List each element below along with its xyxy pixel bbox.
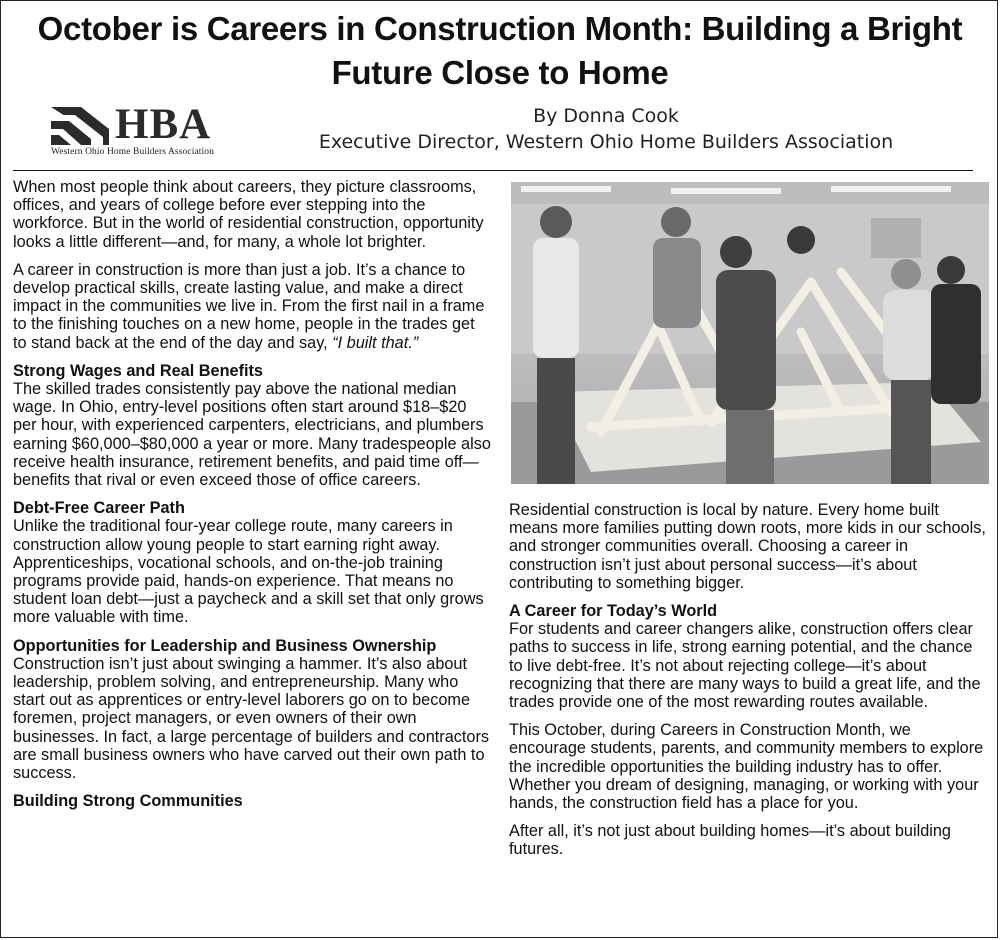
section-leadership xyxy=(13,637,491,783)
headline: October is Careers in Construction Month: Building a Bright Future Close to Home xyxy=(37,10,963,91)
section-communities xyxy=(13,792,491,810)
intro-paragraph-2: A career in construction is more than just a job. It’s a chance to develop practical skills, create lasting value, and make a direct impact in the communities we live in. From the first nail in a frame to the finishing touches on a new home, people in the trades get to stand back at the end of the day and say, “I built that.” xyxy=(13,260,485,352)
section-heading: Building Strong Communities xyxy=(13,792,243,811)
section-body: For students and career changers alike, construction offers clear paths to success in life, strong earning potential, and the chance to live debt-free. It’s not about rejecting college—it’s about recognizing that there are many ways to build a great life, and the trades provide one of the most rewarding routes available. xyxy=(509,620,981,712)
right-paragraph-3: This October, during Careers in Construction Month, we encourage students, parents, and community members to explore the incredible opportunities the building industry has to offer. Whether you dream of designing, managing, or working with your hands, the construction field has a place for you. xyxy=(509,721,984,813)
section-body: Unlike the traditional four-year college route, many careers in construction allow young people to start earning right away. Apprenticeships, vocational schools, and on-the-job training programs provide paid, hands-on experience. That means no student loan debt—just a paycheck and a skill set that only grows more valuable with time. xyxy=(13,517,484,627)
section-heading: Debt-Free Career Path xyxy=(13,499,185,518)
right-paragraph-1: Residential construction is local by nature. Every home built means more families putting down roots, more kids in our schools, and stronger communities overall. Choosing a career in construction isn’t just about personal success—it’s about contributing to something bigger. xyxy=(509,501,986,592)
hba-logo xyxy=(51,101,231,161)
logo-subtitle: Western Ohio Home Builders Association xyxy=(51,147,214,157)
header-divider xyxy=(13,170,973,171)
section-heading: Strong Wages and Real Benefits xyxy=(13,361,263,380)
construction-workers-photo xyxy=(511,182,989,484)
section-career-today xyxy=(509,602,989,711)
section-heading: Opportunities for Leadership and Business Ownership xyxy=(13,636,437,655)
section-body: Construction isn’t just about swinging a hammer. It’s also about leadership, problem solving, and entrepreneurship. Many who start out as apprentices or entry-level laborers go on to become foremen, project managers, or even owners of their own businesses. In fact, a large percentage of builders and contractors are small business owners who have carved out their own path to success. xyxy=(13,654,490,783)
byline-author: By Donna Cook xyxy=(533,105,679,127)
byline xyxy=(241,103,971,155)
section-body: The skilled trades consistently pay above the national median wage. In Ohio, entry-level positions often start around $18–$20 per hour, with experienced carpenters, electricians, and plumbers earning $60,000–$80,000 a year or more. Many tradespeople also receive health insurance, retirement benefits, and paid time off—benefits that rival or even exceed those of office careers. xyxy=(13,380,491,490)
right-paragraph-4: After all, it’s not just about building homes—it’s about building futures. xyxy=(509,822,951,859)
byline-title: Executive Director, Western Ohio Home Builders Association xyxy=(318,131,894,153)
intro-paragraph-1: When most people think about careers, they picture classrooms, offices, and years of college before ever stepping into the workforce. But in the world of residential construction, opportunity looks a little different—and, for many, a whole lot brighter. xyxy=(13,178,484,251)
section-heading: A Career for Today’s World xyxy=(509,602,718,621)
section-wages xyxy=(13,362,491,489)
roof-chevron-icon xyxy=(51,107,109,145)
logo-wordmark: HBA xyxy=(115,101,212,148)
right-column xyxy=(509,501,989,869)
section-debt-free xyxy=(13,499,491,626)
intro-quote: “I built that.” xyxy=(332,333,419,352)
left-column xyxy=(13,178,491,821)
